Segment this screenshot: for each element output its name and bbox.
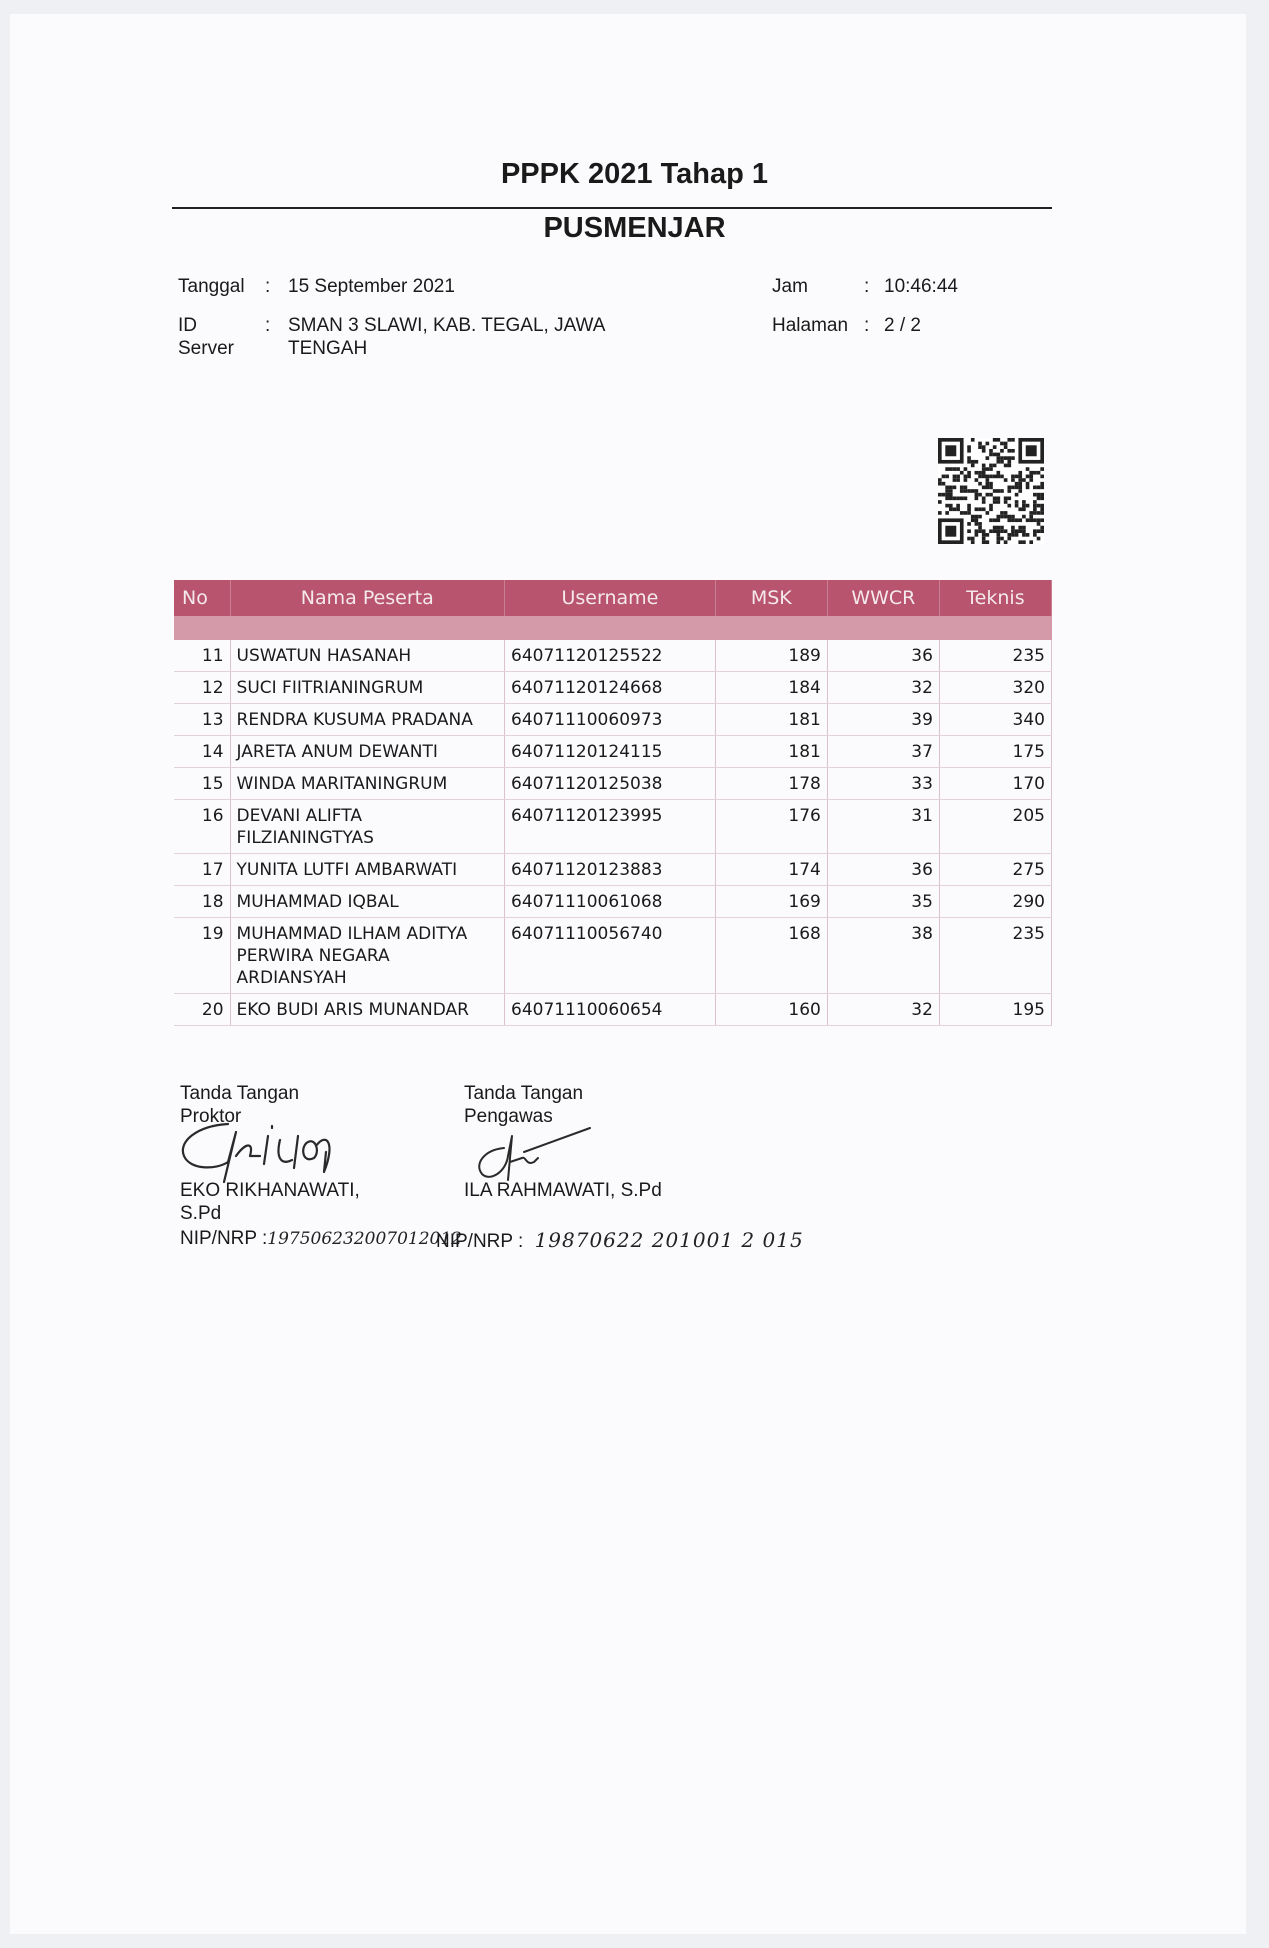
table-row [174, 800, 1052, 854]
cell-wwcr: 35 [827, 886, 939, 918]
document-subtitle: PUSMENJAR [543, 212, 726, 244]
cell-username: 64071120123995 [505, 800, 716, 854]
cell-msk: 178 [715, 768, 827, 800]
pengawas-nip [436, 1228, 804, 1253]
cell-nama: YUNITA LUTFI AMBARWATI [230, 854, 505, 886]
cell-teknis: 320 [939, 672, 1051, 704]
cell-wwcr: 32 [827, 994, 939, 1026]
halaman-colon: : [864, 315, 870, 336]
cell-wwcr: 37 [827, 736, 939, 768]
cell-wwcr: 32 [827, 672, 939, 704]
jam-label: Jam [772, 276, 808, 297]
tanggal-colon: : [265, 276, 271, 297]
pengawas-name: ILA RAHMAWATI, S.Pd [464, 1180, 662, 1201]
table-row [174, 854, 1052, 886]
header-msk: MSK [715, 580, 827, 616]
cell-no: 14 [174, 736, 230, 768]
halaman-label: Halaman [772, 315, 849, 336]
header-wwcr: WWCR [827, 580, 939, 616]
cell-teknis: 195 [939, 994, 1051, 1026]
cell-teknis: 290 [939, 886, 1051, 918]
cell-username: 64071110056740 [505, 918, 716, 994]
tanggal-value: 15 September 2021 [288, 276, 455, 297]
cell-msk: 160 [715, 994, 827, 1026]
cell-msk: 176 [715, 800, 827, 854]
jam-colon: : [864, 276, 870, 297]
table-header-row [174, 580, 1052, 616]
jam-value: 10:46:44 [884, 276, 958, 297]
cell-msk: 169 [715, 886, 827, 918]
cell-no: 15 [174, 768, 230, 800]
proktor-nip [180, 1228, 462, 1250]
cell-no: 11 [174, 640, 230, 672]
cell-username: 64071120125522 [505, 640, 716, 672]
table-row [174, 704, 1052, 736]
table-row [174, 994, 1052, 1026]
cell-msk: 189 [715, 640, 827, 672]
cell-wwcr: 36 [827, 854, 939, 886]
header-nama: Nama Peserta [230, 580, 505, 616]
proktor-nip-label: NIP/NRP : [180, 1228, 268, 1249]
table-row [174, 640, 1052, 672]
cell-msk: 184 [715, 672, 827, 704]
table-row [174, 672, 1052, 704]
cell-username: 64071120123883 [505, 854, 716, 886]
cell-nama: USWATUN HASANAH [230, 640, 505, 672]
pengawas-label-line2: Pengawas [464, 1106, 553, 1127]
header-teknis: Teknis [939, 580, 1051, 616]
qr-code [938, 438, 1044, 544]
pengawas-nip-value: 19870622 201001 2 015 [534, 1228, 804, 1252]
table-row [174, 736, 1052, 768]
table-row [174, 886, 1052, 918]
cell-msk: 174 [715, 854, 827, 886]
cell-teknis: 275 [939, 854, 1051, 886]
cell-username: 64071110061068 [505, 886, 716, 918]
cell-wwcr: 38 [827, 918, 939, 994]
header-no: No [174, 580, 230, 616]
results-table [174, 580, 1052, 1026]
cell-username: 64071120125038 [505, 768, 716, 800]
pengawas-nip-label: NIP/NRP : [436, 1231, 524, 1252]
cell-nama: MUHAMMAD IQBAL [230, 886, 505, 918]
id-value-line2: TENGAH [288, 338, 368, 359]
cell-wwcr: 31 [827, 800, 939, 854]
proktor-nip-value: 197506232007012012 [267, 1229, 462, 1249]
cell-teknis: 175 [939, 736, 1051, 768]
server-label: Server [178, 338, 234, 359]
id-colon: : [265, 315, 271, 336]
cell-no: 17 [174, 854, 230, 886]
cell-msk: 181 [715, 704, 827, 736]
proktor-name-line1: EKO RIKHANAWATI, [180, 1180, 360, 1201]
cell-nama: EKO BUDI ARIS MUNANDAR [230, 994, 505, 1026]
cell-username: 64071110060973 [505, 704, 716, 736]
header-username: Username [505, 580, 716, 616]
cell-wwcr: 36 [827, 640, 939, 672]
pengawas-label-line1: Tanda Tangan [464, 1083, 584, 1104]
table-row [174, 768, 1052, 800]
cell-teknis: 235 [939, 918, 1051, 994]
proktor-label-line2: Proktor [180, 1106, 242, 1127]
cell-nama: WINDA MARITANINGRUM [230, 768, 505, 800]
cell-no: 18 [174, 886, 230, 918]
cell-teknis: 340 [939, 704, 1051, 736]
cell-username: 64071120124668 [505, 672, 716, 704]
cell-no: 12 [174, 672, 230, 704]
cell-wwcr: 33 [827, 768, 939, 800]
halaman-value: 2 / 2 [884, 315, 921, 336]
header-band [174, 616, 1052, 640]
cell-wwcr: 39 [827, 704, 939, 736]
id-label: ID [178, 315, 197, 336]
cell-msk: 181 [715, 736, 827, 768]
cell-username: 64071110060654 [505, 994, 716, 1026]
cell-nama: DEVANI ALIFTA FILZIANINGTYAS [230, 800, 505, 854]
cell-username: 64071120124115 [505, 736, 716, 768]
cell-teknis: 205 [939, 800, 1051, 854]
id-value-line1: SMAN 3 SLAWI, KAB. TEGAL, JAWA [288, 315, 606, 336]
cell-teknis: 235 [939, 640, 1051, 672]
cell-nama: JARETA ANUM DEWANTI [230, 736, 505, 768]
proktor-label-line1: Tanda Tangan [180, 1083, 300, 1104]
cell-no: 13 [174, 704, 230, 736]
cell-nama: SUCI FIITRIANINGRUM [230, 672, 505, 704]
tanggal-label: Tanggal [178, 276, 245, 297]
table-row [174, 918, 1052, 994]
cell-no: 20 [174, 994, 230, 1026]
cell-msk: 168 [715, 918, 827, 994]
cell-nama: MUHAMMAD ILHAM ADITYA PERWIRA NEGARA ARDIANSYAH [230, 918, 505, 994]
document-title: PPPK 2021 Tahap 1 [500, 158, 769, 190]
cell-no: 19 [174, 918, 230, 994]
cell-no: 16 [174, 800, 230, 854]
cell-nama: RENDRA KUSUMA PRADANA [230, 704, 505, 736]
title-divider [172, 207, 1052, 209]
proktor-name-line2: S.Pd [180, 1203, 222, 1224]
cell-teknis: 170 [939, 768, 1051, 800]
